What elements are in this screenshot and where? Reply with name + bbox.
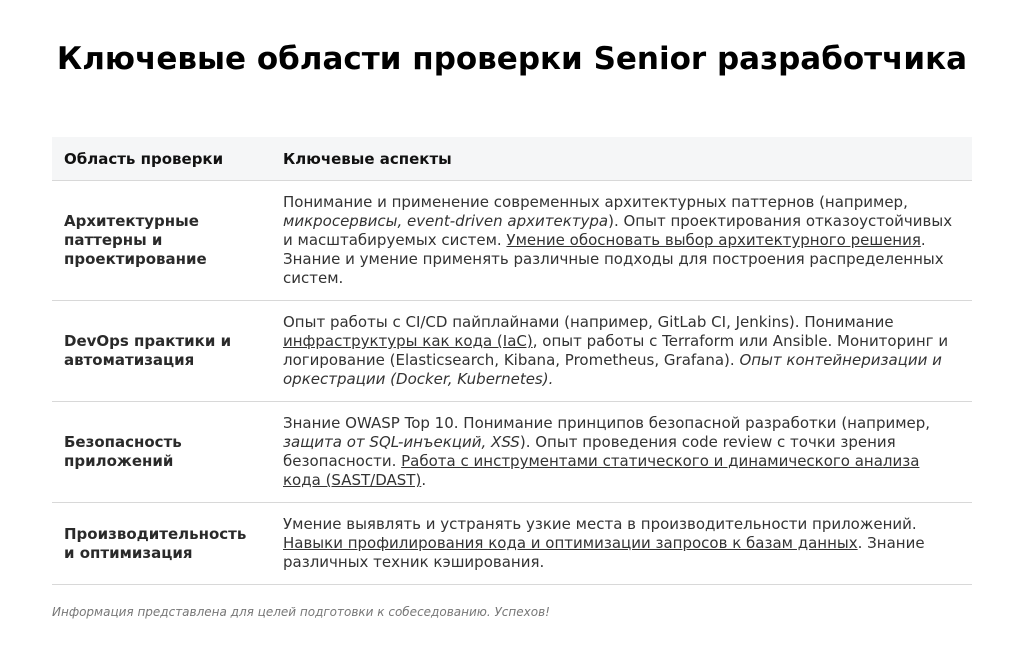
table-row	[52, 181, 972, 301]
table-header-row	[52, 137, 972, 181]
text-fragment: Умение выявлять и устранять узкие места в производительности приложений.	[283, 515, 917, 533]
text-fragment: Понимание и применение современных архитектурных паттернов (например,	[283, 193, 908, 211]
underlined-fragment: Навыки профилирования кода и оптимизации запросов к базам данных	[283, 534, 858, 552]
aspects-cell	[271, 503, 972, 585]
text-fragment: . Знание различных техник кэширования.	[283, 534, 925, 571]
aspects-cell	[271, 402, 972, 503]
header-aspects: Ключевые аспекты	[271, 137, 972, 181]
area-cell: Безопасность приложений	[52, 402, 271, 503]
aspects-cell	[271, 181, 972, 301]
table-row	[52, 301, 972, 402]
table-row	[52, 402, 972, 503]
text-fragment: ). Опыт проектирования отказоустойчивых и масштабируемых систем.	[283, 212, 953, 249]
text-fragment: .	[421, 471, 427, 489]
italic-fragment: микросервисы, event-driven архитектура	[283, 212, 609, 230]
table-row	[52, 503, 972, 585]
footnote: Информация представлена для целей подготовки к собеседованию. Успехов!	[52, 605, 550, 619]
review-areas-table	[52, 137, 972, 585]
text-fragment: Знание OWASP Top 10. Понимание принципов безопасной разработки (например,	[283, 414, 931, 432]
text-fragment: , опыт работы с Terraform или Ansible. Мониторинг и логирование (Elasticsearch, Kibana, Prometheus, Grafana).	[283, 332, 949, 369]
area-cell: Производительность и оптимизация	[52, 503, 271, 585]
area-cell: DevOps практики и автоматизация	[52, 301, 271, 402]
text-fragment: . Знание и умение применять различные подходы для построения распределенных систем.	[283, 231, 944, 287]
underlined-fragment: Умение обосновать выбор архитектурного решения	[506, 231, 921, 249]
area-cell: Архитектурные паттерны и проектирование	[52, 181, 271, 301]
underlined-fragment: инфраструктуры как кода (IaC)	[283, 332, 533, 350]
underlined-fragment: Работа с инструментами статического и динамического анализа кода (SAST/DAST)	[283, 452, 920, 489]
text-fragment: Опыт работы с CI/CD пайплайнами (например, GitLab CI, Jenkins). Понимание	[283, 313, 894, 331]
page-title: Ключевые области проверки Senior разработчика	[56, 41, 968, 77]
italic-fragment: защита от SQL-инъекций, XSS	[283, 433, 520, 451]
header-area: Область проверки	[52, 137, 271, 181]
aspects-cell	[271, 301, 972, 402]
text-fragment: ). Опыт проведения code review с точки зрения безопасности.	[283, 433, 896, 470]
italic-fragment: Опыт контейнеризации и оркестрации (Docker, Kubernetes).	[283, 351, 942, 388]
